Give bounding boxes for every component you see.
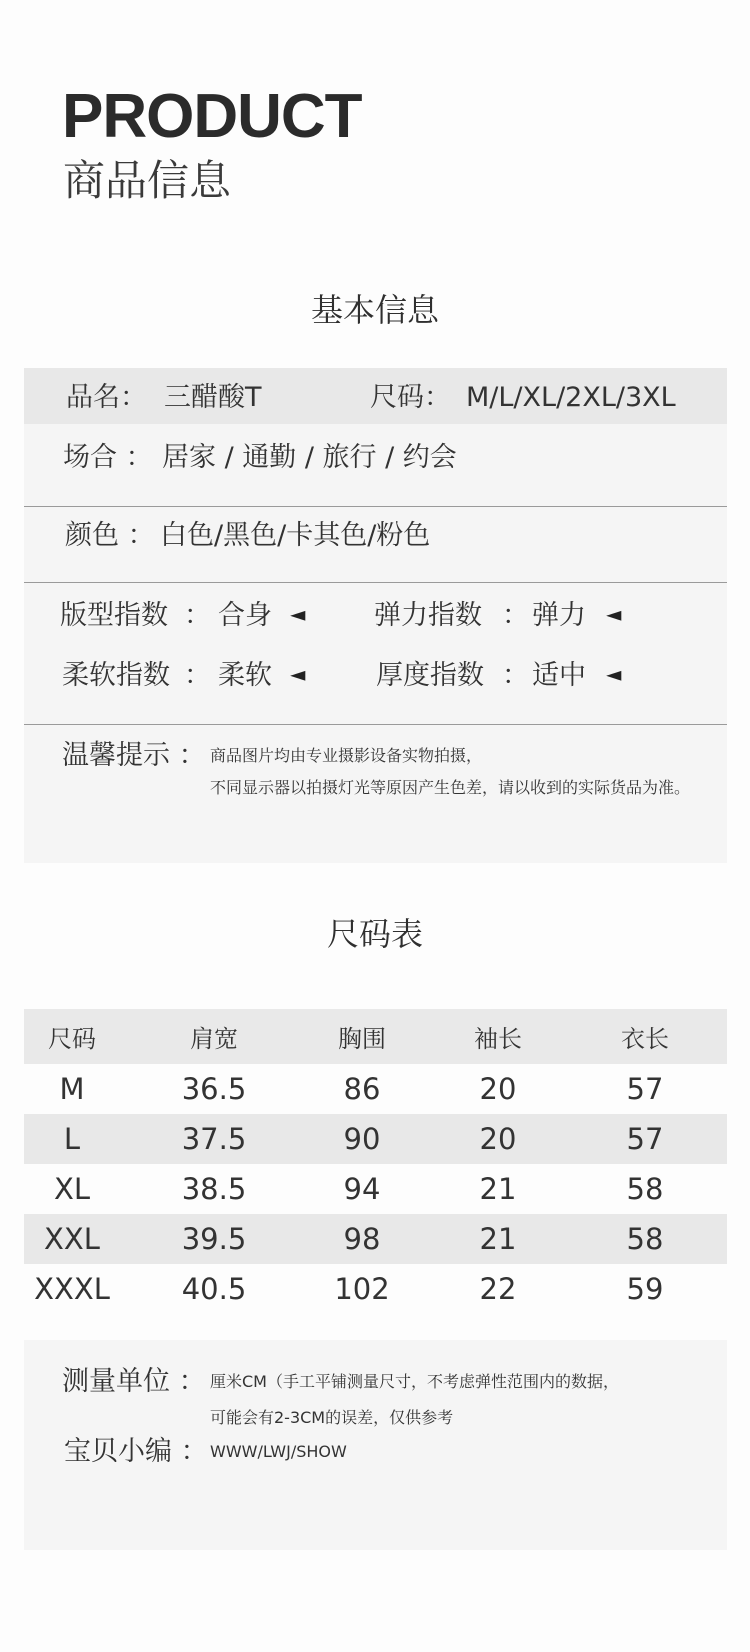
- thick-index-value: 适中: [532, 660, 586, 691]
- table-row: [24, 1064, 727, 1114]
- name-value: 三醋酸T: [164, 382, 262, 413]
- header-cell: 尺码: [48, 1025, 96, 1053]
- table-cell: 38.5: [181, 1172, 247, 1206]
- colon: ：: [184, 600, 211, 631]
- table-row: [24, 1264, 727, 1314]
- table-cell: 86: [343, 1072, 381, 1106]
- triangle-left-icon: ◄: [290, 602, 306, 626]
- editor-value: WWW/LWJ/SHOW: [210, 1442, 347, 1461]
- table-cell: 58: [626, 1222, 664, 1256]
- size-table-header: [24, 1009, 727, 1064]
- header-cell: 衣长: [621, 1025, 669, 1053]
- colon: ：: [502, 600, 529, 631]
- hero-title-en: PRODUCT: [62, 82, 362, 151]
- triangle-left-icon: ◄: [606, 602, 622, 626]
- table-cell: 37.5: [181, 1122, 247, 1156]
- table-cell: L: [63, 1122, 81, 1156]
- table-row: [24, 1164, 727, 1214]
- table-row: [24, 1114, 727, 1164]
- tip-label: 温馨提示 ：: [62, 740, 206, 771]
- colon: ：: [184, 660, 211, 691]
- basic-info-title: 基本信息: [310, 291, 439, 329]
- table-cell: 40.5: [181, 1272, 247, 1306]
- divider: [24, 582, 727, 583]
- occasion-label: 场合 ：: [63, 442, 153, 473]
- table-cell: 102: [334, 1272, 390, 1306]
- soft-index-label: 柔软指数: [62, 660, 170, 691]
- fit-index-value: 合身: [218, 600, 272, 631]
- triangle-left-icon: ◄: [290, 662, 306, 686]
- color-value: 白色/黑色/卡其色/粉色: [160, 520, 431, 551]
- table-cell: M: [59, 1072, 85, 1106]
- table-cell: 57: [626, 1072, 664, 1106]
- divider: [24, 506, 727, 507]
- color-label: 颜色 ：: [65, 520, 155, 551]
- basic-info-block: [24, 368, 727, 863]
- table-cell: XL: [53, 1172, 91, 1206]
- table-row: [24, 1214, 727, 1264]
- thick-index-label: 厚度指数: [376, 660, 484, 691]
- size-value: M/L/XL/2XL/3XL: [466, 382, 676, 413]
- divider: [24, 724, 727, 725]
- table-cell: 90: [343, 1122, 381, 1156]
- header-cell: 袖长: [474, 1025, 522, 1053]
- triangle-left-icon: ◄: [606, 662, 622, 686]
- table-cell: 21: [479, 1222, 517, 1256]
- editor-label: 宝贝小编 ：: [64, 1436, 208, 1467]
- header-cell: 胸围: [338, 1025, 386, 1053]
- soft-index-value: 柔软: [218, 660, 272, 691]
- name-label: 品名：: [66, 382, 147, 413]
- table-cell: 57: [626, 1122, 664, 1156]
- table-cell: 20: [479, 1072, 517, 1106]
- table-cell: 20: [479, 1122, 517, 1156]
- header-cell: 肩宽: [190, 1025, 238, 1053]
- unit-line-1: 厘米CM（手工平铺测量尺寸，不考虑弹性范围内的数据，: [210, 1372, 619, 1391]
- colon: ：: [502, 660, 529, 691]
- elastic-index-value: 弹力: [532, 600, 586, 631]
- table-cell: 21: [479, 1172, 517, 1206]
- table-cell: 36.5: [181, 1072, 247, 1106]
- size-table: [24, 1009, 727, 1314]
- table-cell: 22: [479, 1272, 517, 1306]
- table-cell: 58: [626, 1172, 664, 1206]
- table-cell: 98: [343, 1222, 381, 1256]
- unit-label: 测量单位 ：: [62, 1366, 206, 1397]
- table-cell: XXXL: [34, 1272, 110, 1306]
- measure-block: [24, 1340, 727, 1550]
- table-cell: 59: [626, 1272, 664, 1306]
- fit-index-label: 版型指数: [60, 600, 168, 631]
- tip-line-1: 商品图片均由专业摄影设备实物拍摄，: [210, 746, 483, 765]
- elastic-index-label: 弹力指数: [374, 600, 482, 631]
- hero-title-cn: 商品信息: [63, 156, 232, 205]
- size-chart-title: 尺码表: [326, 915, 423, 953]
- occasion-value: 居家 / 通勤 / 旅行 / 约会: [162, 442, 457, 473]
- table-cell: XXL: [44, 1222, 100, 1256]
- unit-line-2: 可能会有2-3CM的误差，仅供参考: [210, 1408, 454, 1427]
- table-cell: 39.5: [181, 1222, 247, 1256]
- table-cell: 94: [343, 1172, 381, 1206]
- tip-line-2: 不同显示器以拍摄灯光等原因产生色差，请以收到的实际货品为准。: [210, 778, 691, 797]
- size-label: 尺码：: [370, 382, 451, 413]
